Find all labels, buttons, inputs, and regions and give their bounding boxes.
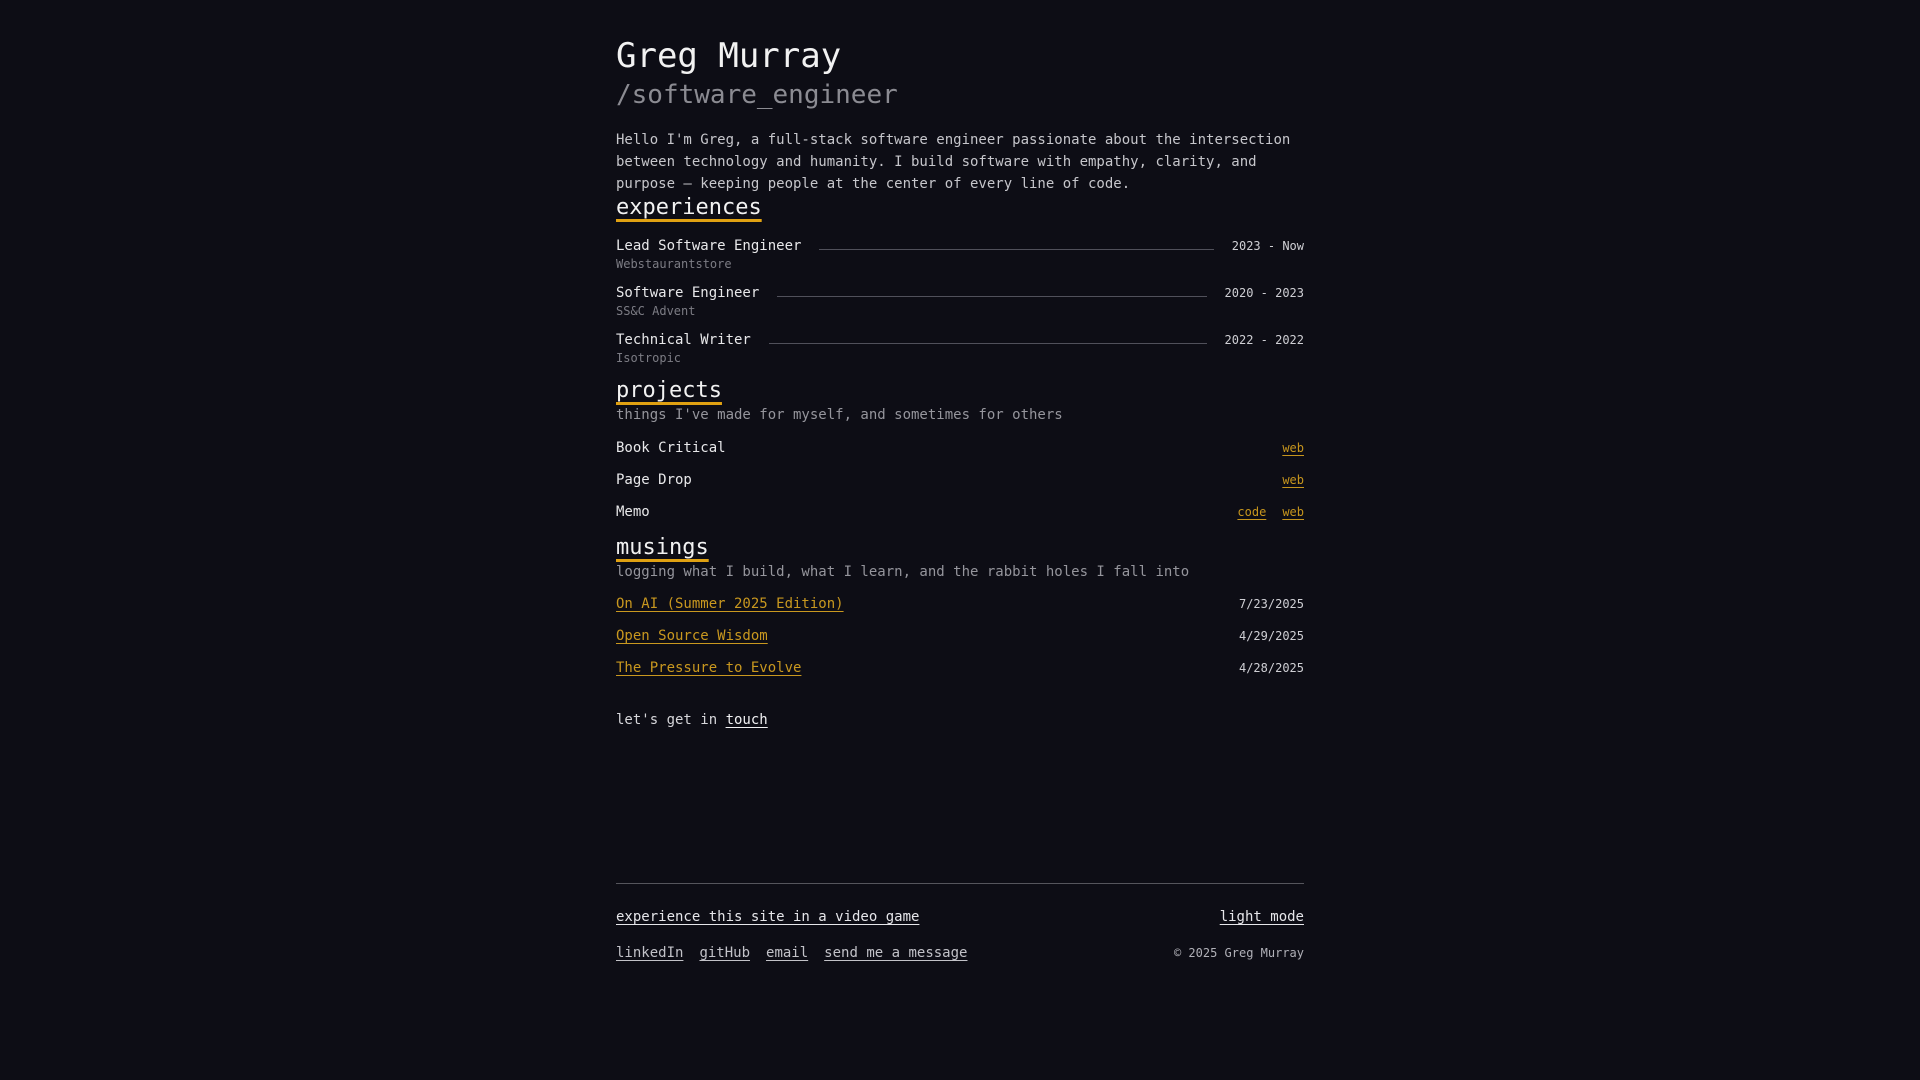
message-link[interactable]: send me a message [824,945,968,962]
project-web-link[interactable]: web [1282,473,1304,488]
musings-heading: musings [616,535,709,561]
contact-touch-link[interactable]: touch [725,712,768,729]
musings-list [616,595,1304,677]
social-links [616,944,967,962]
experience-title: Technical Writer [616,332,751,349]
experiences-heading: experiences [616,195,762,221]
musing-link[interactable]: Open Source Wisdom [616,628,768,645]
footer [616,883,1304,962]
projects-list [616,439,1304,521]
musing-date: 7/23/2025 [1238,597,1304,612]
page-title: Greg Murray [616,36,842,76]
project-name: Book Critical [616,440,726,457]
musing-date: 4/28/2025 [1238,661,1304,676]
project-code-link[interactable]: code [1237,505,1267,520]
projects-subtitle: things I've made for myself, and sometimes for others [616,407,1063,424]
experiences-list [616,237,1304,366]
experience-title: Lead Software Engineer [616,238,802,255]
musing-row [616,659,1304,677]
project-row [616,439,1304,457]
copyright-text: © 2025 Greg Murray [1173,946,1304,961]
experience-item [616,331,1304,366]
experience-item [616,237,1304,272]
project-web-link[interactable]: web [1282,441,1304,456]
experience-dates: 2020 - 2023 [1224,286,1304,301]
experience-company: Isotropic [616,351,682,366]
projects-heading: projects [616,378,722,404]
project-web-link[interactable]: web [1282,505,1304,520]
page-subtitle: /software_engineer [616,79,898,110]
linkedin-link[interactable]: linkedIn [616,945,684,962]
project-name: Memo [616,504,650,521]
experience-company: SS&C Advent [616,304,696,319]
email-link[interactable]: email [766,945,809,962]
contact-line [616,711,1304,729]
experience-title: Software Engineer [616,285,760,302]
intro-paragraph: Hello I'm Greg, a full-stack software engineer passionate about the intersection between technology and humanity. I build software with empathy, clarity, and purpose — keeping people at the center of every line of code. [616,132,1291,193]
leader-line [777,296,1206,297]
experience-company: Webstaurantstore [616,257,732,272]
project-name: Page Drop [616,472,692,489]
musing-link[interactable]: On AI (Summer 2025 Edition) [616,596,844,613]
github-link[interactable]: gitHub [699,945,751,962]
light-mode-toggle[interactable]: light mode [1219,909,1304,926]
musing-row [616,627,1304,645]
musing-row [616,595,1304,613]
contact-prefix: let's get in [616,712,726,729]
project-row [616,503,1304,521]
video-game-link[interactable]: experience this site in a video game [616,909,920,926]
musing-link[interactable]: The Pressure to Evolve [616,660,802,677]
page-container [616,0,1304,962]
leader-line [769,343,1207,344]
project-row [616,471,1304,489]
experience-dates: 2022 - 2022 [1224,333,1304,348]
musings-subtitle: logging what I build, what I learn, and the rabbit holes I fall into [616,564,1190,581]
leader-line [819,249,1213,250]
experience-item [616,284,1304,319]
experience-dates: 2023 - Now [1231,239,1304,254]
musing-date: 4/29/2025 [1238,629,1304,644]
